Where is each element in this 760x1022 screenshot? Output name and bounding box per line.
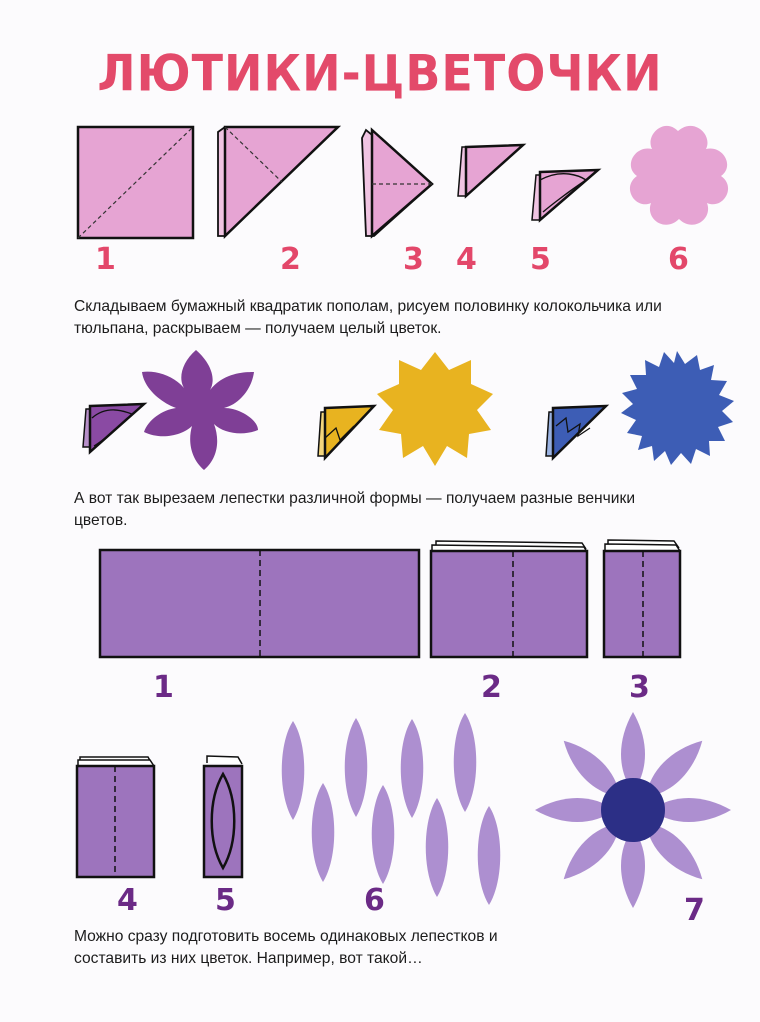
page-title: ЛЮТИКИ-ЦВЕТОЧКИ [97, 43, 663, 103]
petal-step-number-7: 7 [684, 893, 705, 928]
lavender-strip-step-1 [100, 550, 419, 657]
yellow-folded-cut [318, 406, 374, 458]
petal-step-number-4: 4 [117, 883, 138, 918]
eight-petal-flower [535, 712, 731, 908]
blue-jagged-flower [621, 351, 734, 465]
pink-triangle-step-5 [532, 170, 598, 220]
petal-set [282, 713, 501, 905]
pink-square-step-1 [78, 127, 193, 238]
flower-center [601, 778, 665, 842]
pink-triangle-step-4 [458, 145, 523, 196]
strip-step-number-1: 1 [153, 670, 174, 705]
lavender-pack-step-4 [77, 757, 154, 877]
purple-pointed-flower [142, 350, 258, 470]
petal-step-number-5: 5 [215, 883, 236, 918]
strip-step-number-2: 2 [481, 670, 502, 705]
pink-triangle-step-3 [362, 130, 432, 236]
petal-step-number-6: 6 [364, 883, 385, 918]
pink-triangle-step-2 [218, 127, 338, 236]
blue-folded-cut [546, 406, 606, 458]
caption-eight-petals: Можно сразу подготовить восемь одинаковых лепестков и составить из них цветок. Например, вот такой… [74, 928, 498, 967]
step-number-1: 1 [95, 242, 116, 277]
step-number-5: 5 [530, 242, 551, 277]
caption-folding: Складываем бумажный квадратик пополам, рисуем половинку колокольчика или тюльпана, раскрываем — получаем целый цветок. [74, 298, 662, 337]
caption-cut-shapes: А вот так вырезаем лепестки различной формы — получаем разные венчики цветов. [74, 490, 636, 529]
lavender-pack-step-5 [204, 756, 242, 877]
lavender-strip-step-3 [604, 540, 680, 657]
lavender-strip-step-2 [431, 541, 587, 657]
step-number-3: 3 [403, 242, 424, 277]
pink-flower-step-6 [630, 126, 728, 225]
step-number-2: 2 [280, 242, 301, 277]
strip-step-number-3: 3 [629, 670, 650, 705]
step-number-4: 4 [456, 242, 477, 277]
yellow-star-flower [377, 352, 493, 466]
step-number-6: 6 [668, 242, 689, 277]
purple-folded-cut [83, 404, 144, 452]
